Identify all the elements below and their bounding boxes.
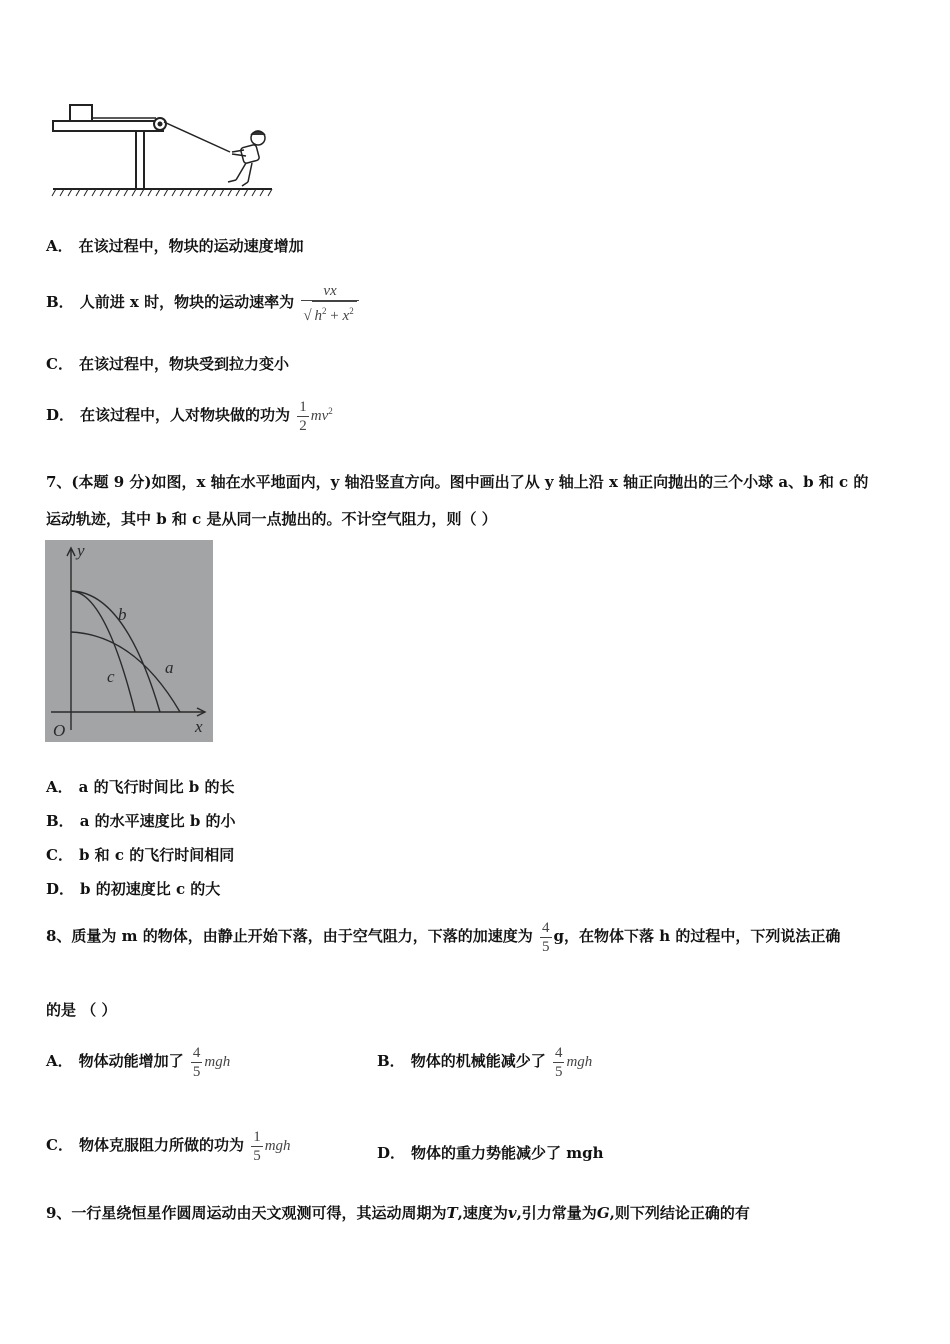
q8-option-c: C． 物体克服阻力所做的功为 $\frac{1}{5}$ mgh <box>46 1128 291 1164</box>
origin-label: O <box>53 721 66 740</box>
q8-option-a: A． 物体动能增加了 $\frac{4}{5}$ mgh <box>46 1044 231 1080</box>
y-axis-label: y <box>77 541 85 560</box>
q8-option-b: B． 物体的机械能减少了 $\frac{4}{5}$ mgh <box>377 1044 593 1080</box>
x-axis-label: x <box>195 717 203 736</box>
q6-option-b: B． 人前进 x 时，物块的运动速率为 $\frac{vx}{√ h^2 + x^2}$ <box>46 281 361 325</box>
q8-stem-line2: 的是 （ ） <box>46 1001 117 1019</box>
q7-option-a: A． a 的飞行时间比 b 的长 <box>46 778 235 796</box>
tabletop <box>53 121 163 131</box>
q6-option-c: C． 在该过程中，物块受到拉力变小 <box>46 355 289 373</box>
pulley-figure <box>50 100 280 200</box>
person <box>228 131 265 186</box>
trajectory-b <box>71 591 160 712</box>
speed-fraction: $\frac{vx}{√ h^2 + x^2}$ <box>301 282 358 325</box>
trajectory-a <box>71 632 180 712</box>
q7-stem-line2: 运动轨迹，其中 b 和 c 是从同一点抛出的。不计空气阻力，则（ ） <box>46 510 497 528</box>
trajectory-photo <box>45 540 213 742</box>
q8-option-d: D． 物体的重力势能减少了 mgh <box>377 1144 604 1162</box>
curve-c-label: c <box>107 667 115 686</box>
acceleration-fraction: $\frac{4}{5}$ <box>542 919 550 955</box>
q8-stem-line1: 8、质量为 m 的物体，由静止开始下落，由于空气阻力，下落的加速度为 $\frac{4}{5}$ g，在物体下落 h 的过程中，下列说法正确 <box>46 919 841 955</box>
curve-b-label: b <box>118 605 127 624</box>
q7-option-b: B． a 的水平速度比 b 的小 <box>46 812 236 830</box>
work-fraction: $\frac{1}{2}$ <box>299 398 307 434</box>
curve-a-label: a <box>165 658 174 677</box>
block <box>70 105 92 121</box>
q7-option-c: C． b 和 c 的飞行时间相同 <box>46 846 235 864</box>
q6-option-d: D． 在该过程中，人对物块做的功为 $\frac{1}{2}$ $mv^2$ <box>46 398 333 434</box>
q7-stem-line1: 7、(本题 9 分)如图，x 轴在水平地面内，y 轴沿竖直方向。图中画出了从 y 轴上沿 x 轴正向抛出的三个小球 a、b 和 c 的 <box>46 473 869 491</box>
q6-option-a: A． 在该过程中，物块的运动速度增加 <box>46 237 304 255</box>
q9-stem: 9、一行星绕恒星作圆周运动由天文观测可得，其运动周期为T,速度为v,引力常量为G,则下列结论正确的有 <box>46 1204 750 1222</box>
q7-option-d: D． b 的初速度比 c 的大 <box>46 880 221 898</box>
